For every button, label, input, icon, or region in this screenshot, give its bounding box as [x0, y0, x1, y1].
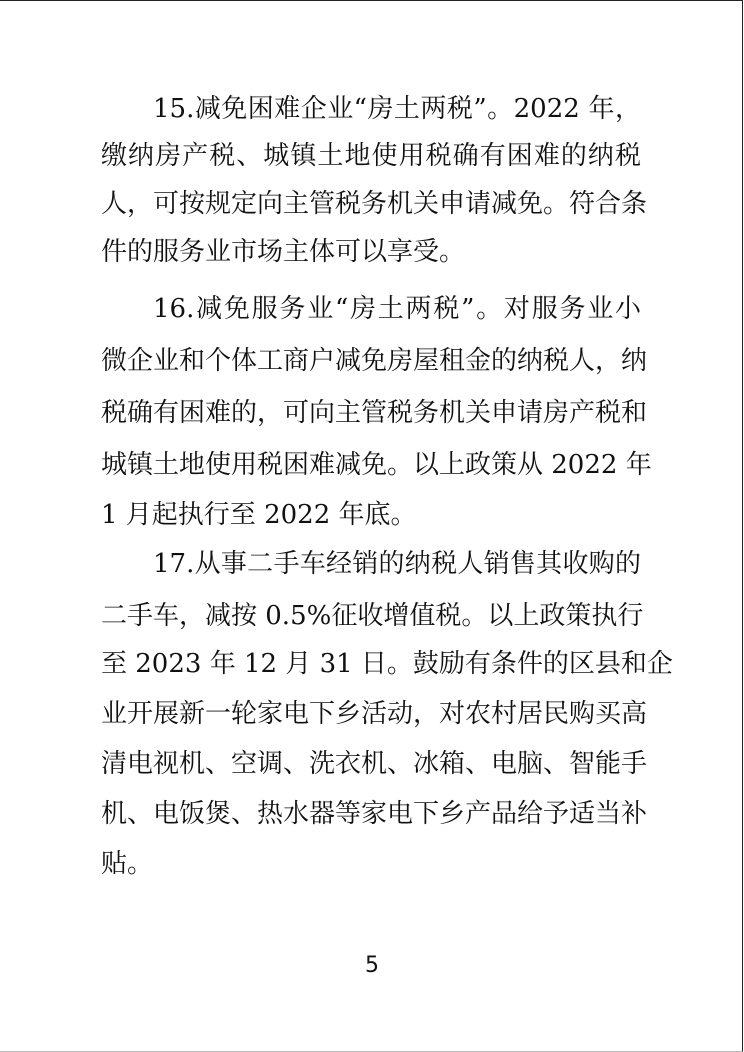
paragraph-16-line-5: 1 月起执行至 2022 年底。	[101, 500, 417, 530]
paragraph-17-line-1: 17.从事二手车经销的纳税人销售其收购的	[153, 549, 641, 579]
paragraph-17-line-5: 清电视机、空调、洗衣机、冰箱、电脑、智能手	[101, 749, 648, 779]
paragraph-15-line-1: 15.减免困难企业“房土两税”。2022 年，	[153, 94, 641, 124]
paragraph-15-line-2: 缴纳房产税、城镇土地使用税确有困难的纳税	[101, 141, 641, 171]
paragraph-16-line-2: 微企业和个体工商户减免房屋租金的纳税人，纳	[101, 346, 648, 376]
paragraph-15-line-3: 人，可按规定向主管税务机关申请减免。符合条	[101, 189, 648, 219]
page-number: 5	[365, 953, 379, 978]
paragraph-17-line-7: 贴。	[101, 849, 154, 879]
paragraph-17-line-2: 二手车，减按 0.5%征收增值税。以上政策执行	[101, 601, 644, 631]
paragraph-16-line-4: 城镇土地使用税困难减免。以上政策从 2022 年	[101, 450, 652, 480]
paragraph-17-line-6: 机、电饭煲、热水器等家电下乡产品给予适当补	[101, 799, 648, 829]
paragraph-16-line-3: 税确有困难的，可向主管税务机关申请房产税和	[101, 398, 648, 428]
paragraph-16-line-1: 16.减免服务业“房土两税”。对服务业小	[153, 294, 641, 324]
paragraph-17-line-4: 业开展新一轮家电下乡活动，对农村居民购买高	[101, 699, 648, 729]
paragraph-15-line-4: 件的服务业市场主体可以享受。	[101, 237, 466, 267]
paragraph-17-line-3: 至 2023 年 12 月 31 日。鼓励有条件的区县和企	[101, 649, 673, 679]
